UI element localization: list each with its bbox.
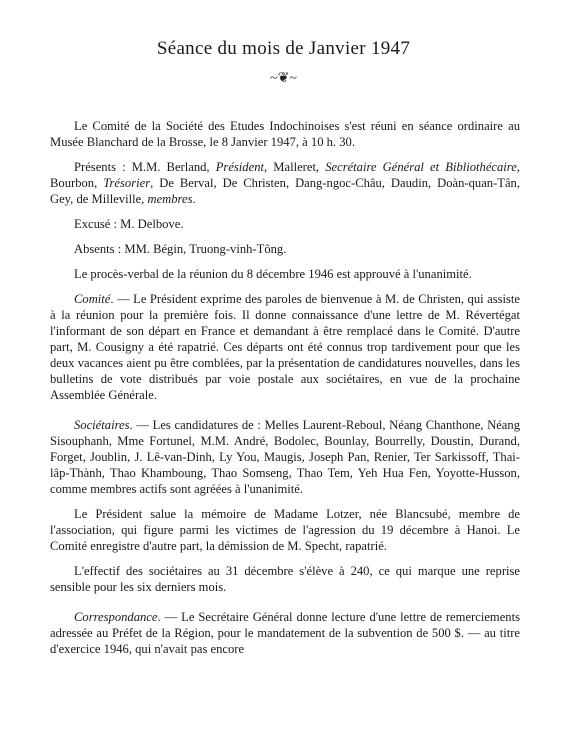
paragraph <box>50 216 520 232</box>
paragraph <box>50 241 520 257</box>
text-run: . — Le Secrétaire Général donne lecture d'une lettre de remerciements adressée au Préfet de la Région, pour le mandatement de la subvention de 500 $. — au titre d'exercice 1946, qui n'avait pas encore <box>50 610 520 656</box>
text-run: Absents : MM. Bégin, Truong-vinh-Tông. <box>74 242 287 256</box>
text-run: Le procès-verbal de la réunion du 8 décembre 1946 est approuvé à l'unanimité. <box>74 267 472 281</box>
paragraph <box>50 506 520 554</box>
text-run: , Bourbon, <box>50 160 520 190</box>
paragraph <box>50 118 520 150</box>
document-body <box>50 118 520 666</box>
text-run: Présents : M.M. Berland, <box>74 160 216 174</box>
paragraph <box>50 609 520 657</box>
paragraph <box>50 563 520 595</box>
italic-text: Sociétaires <box>74 418 130 432</box>
italic-text: Trésorier <box>103 176 151 190</box>
italic-text: Président <box>215 160 264 174</box>
text-run: L'effectif des sociétaires au 31 décembre s'élève à 240, ce qui marque une reprise sensible pour les six derniers mois. <box>50 564 520 594</box>
italic-text: membres <box>147 192 193 206</box>
paragraph <box>50 417 520 497</box>
italic-text: Correspondance <box>74 610 158 624</box>
paragraph <box>50 266 520 282</box>
text-run: , De Berval, De Christen, Dang-ngoc-Châu, Daudin, Doàn-quan-Tân, Gey, de Milleville, <box>50 176 521 206</box>
text-run: Excusé : M. Delbove. <box>74 217 184 231</box>
italic-text: Secrétaire Général et Bibliothécaire <box>325 160 517 174</box>
paragraph <box>50 291 520 403</box>
text-run: . — Le Président exprime des paroles de bienvenue à M. de Christen, qui assiste à la réunion pour la première fois. Il donne connaissance d'une lettre de M. Révertégat l'informant de son départ en France et demandant à être remplacé dans le Comité. D'autre part, M. Cousigny a été rapatrié. Ces départs ont été connus trop tardivement pour que les deux vacances aient pu être comblées, par la présentation de candidatures nouvelles, dans les bulletins de vote distribués par voie postale aux sociétaires, en vue de la prochaine Assemblée Générale. <box>50 292 520 402</box>
text-run: . — Les candidatures de : Melles Laurent-Reboul, Néang Chanthone, Néang Sisouphanh, Mme Fortunel, M.M. André, Bodolec, Bounlay, Bourrelly, Doustin, Durand, Forget, Joublin, J. Lê-van-Dinh, Ly You, Maugis, Joseph Pan, Renier, Ter Sarkissoff, Thai-lâp-Thành, Thao Khamboung, Thao Somseng, Thao Tem, Yeh Hua Fen, Yoyotte-Husson, comme membres actifs sont agréées à l'unanimité. <box>50 418 520 496</box>
paragraph <box>50 159 520 207</box>
page-title: Séance du mois de Janvier 1947 <box>156 38 411 59</box>
ornament-icon: ~❦~ <box>270 71 297 86</box>
text-run: . <box>192 192 196 206</box>
italic-text: Comité <box>74 292 111 306</box>
text-run: Le Président salue la mémoire de Madame Lotzer, née Blancsubé, membre de l'association, qui figure parmi les victimes de l'agression du 19 décembre à Hanoi. Le Comité enregistre d'autre part, la démission de M. Specht, rapatrié. <box>50 507 520 553</box>
text-run: Le Comité de la Société des Etudes Indochinoises s'est réuni en séance ordinaire au Musée Blanchard de la Brosse, le 8 Janvier 1947, à 10 h. 30. <box>50 119 520 149</box>
text-run: , Malleret, <box>264 160 326 174</box>
